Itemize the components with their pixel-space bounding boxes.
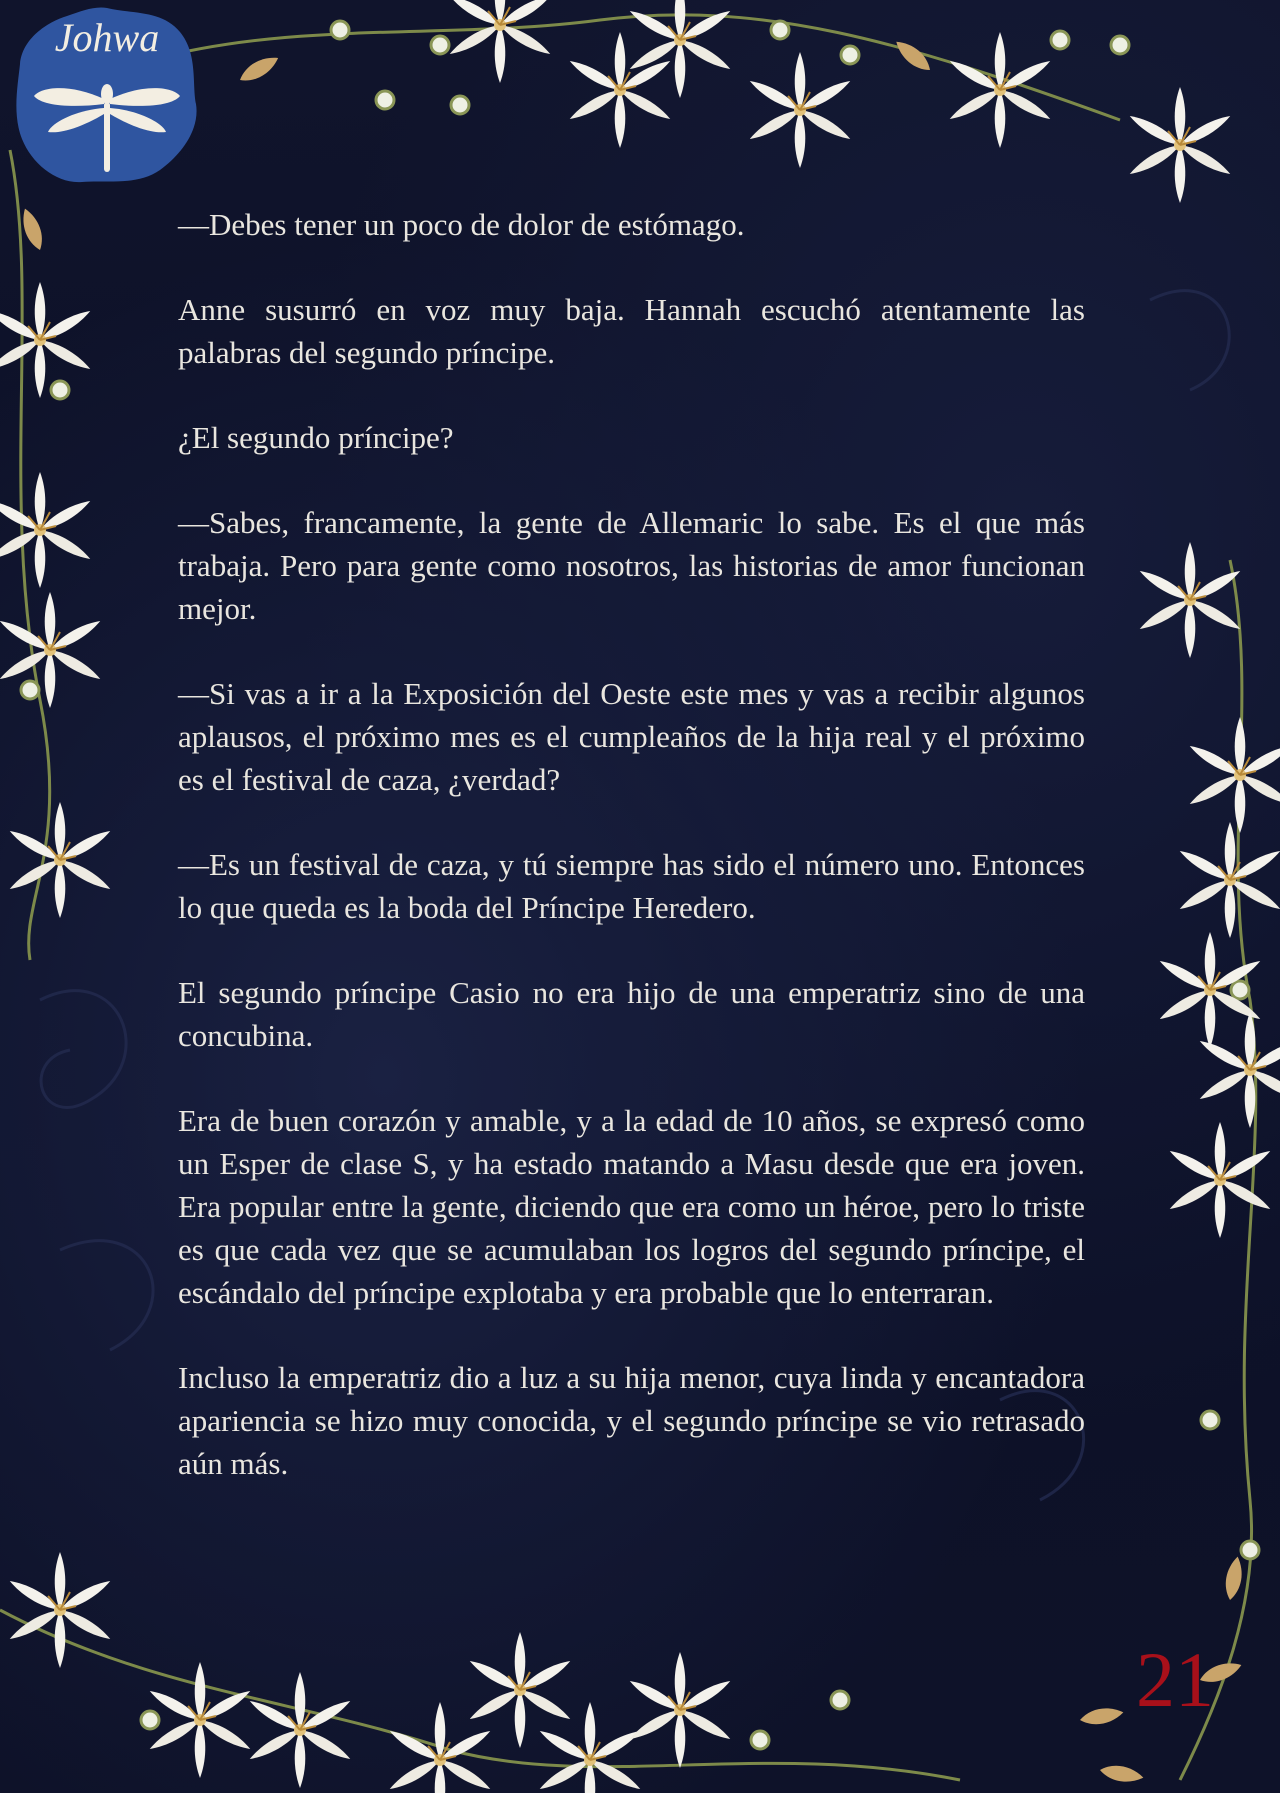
chapter-text <box>178 203 1085 1527</box>
paragraph: Era de buen corazón y amable, y a la edad de 10 años, se expresó como un Esper de clase S, y ha estado matando a Masu desde que era joven. Era popular entre la gente, diciendo que era como un héroe, pero lo triste es que cada vez que se acumulaban los logros del segundo príncipe, el escándalo del príncipe explotaba y era probable que lo enterraran. <box>178 1103 1085 1310</box>
paragraph: —Si vas a ir a la Exposición del Oeste este mes y vas a recibir algunos aplausos, el próximo mes es el cumpleaños de la hija real y el próximo es el festival de caza, ¿verdad? <box>178 676 1085 797</box>
paragraph: —Sabes, francamente, la gente de Allemaric lo sabe. Es el que más trabaja. Pero para gente como nosotros, las historias de amor funcionan mejor. <box>178 505 1085 626</box>
paragraph: —Debes tener un poco de dolor de estómago. <box>178 207 745 242</box>
paragraph: —Es un festival de caza, y tú siempre has sido el número uno. Entonces lo que queda es la boda del Príncipe Heredero. <box>178 847 1085 925</box>
page-number: 21 <box>1136 1636 1214 1723</box>
paragraph: El segundo príncipe Casio no era hijo de una emperatriz sino de una concubina. <box>178 975 1085 1053</box>
paragraph: ¿El segundo príncipe? <box>178 420 454 455</box>
paragraph: Incluso la emperatriz dio a luz a su hija menor, cuya linda y encantadora apariencia se hizo muy conocida, y el segundo príncipe se vio retrasado aún más. <box>178 1360 1085 1481</box>
brand-logo-text: Johwa <box>54 15 160 60</box>
paragraph: Anne susurró en voz muy baja. Hannah escuchó atentamente las palabras del segundo príncipe. <box>178 292 1085 370</box>
